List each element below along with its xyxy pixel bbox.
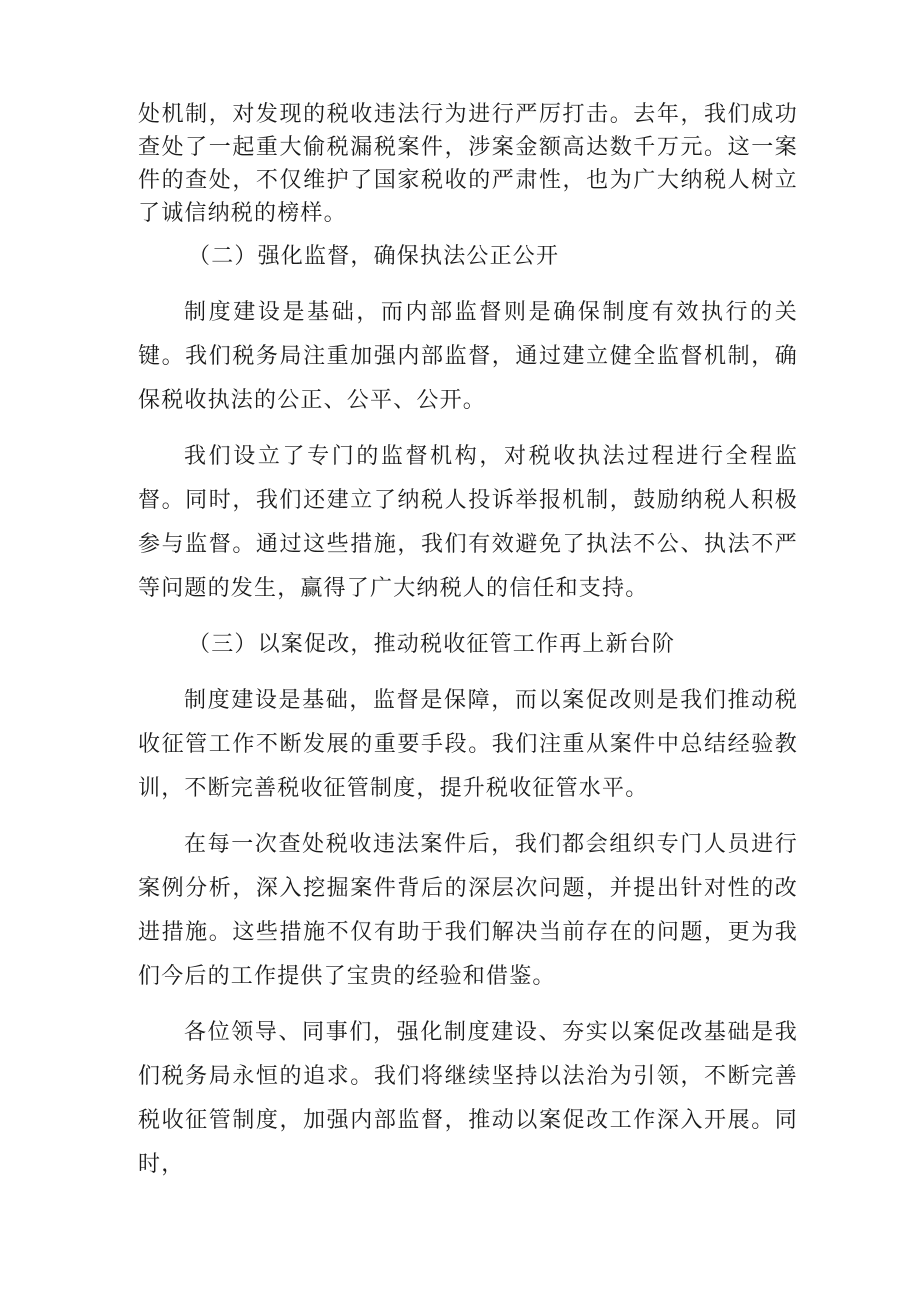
paragraph-continuation: 处机制，对发现的税收违法行为进行严厉打击。去年，我们成功查处了一起重大偷税漏税案件，涉案金额高达数千万元。这一案件的查处，不仅维护了国家税收的严肃性，也为广大纳税人树立了诚信纳税的榜样。 (138, 102, 798, 226)
paragraph-case-reform: 制度建设是基础，监督是保障，而以案促改则是我们推动税收征管工作不断发展的重要手段。我们注重从案件中总结经验教训，不断完善税收征管制度，提升税收征管水平。 (138, 688, 798, 801)
document-page (138, 98, 798, 1187)
paragraph-supervision-measures: 我们设立了专门的监督机构，对税收执法过程进行全程监督。同时，我们还建立了纳税人投诉举报机制，鼓励纳税人积极参与监督。通过这些措施，我们有效避免了执法不公、执法不严等问题的发生，赢得了广大纳税人的信任和支持。 (138, 444, 798, 601)
section-heading-2: （二）强化监督，确保执法公正公开 (188, 244, 560, 269)
paragraph-internal-supervision: 制度建设是基础，而内部监督则是确保制度有效执行的关键。我们税务局注重加强内部监督，通过建立健全监督机制，确保税收执法的公正、公平、公开。 (138, 300, 798, 413)
paragraph-case-analysis: 在每一次查处税收违法案件后，我们都会组织专门人员进行案例分析，深入挖掘案件背后的深层次问题，并提出针对性的改进措施。这些措施不仅有助于我们解决当前存在的问题，更为我们今后的工作提供了宝贵的经验和借鉴。 (138, 832, 798, 989)
section-heading-3: （三）以案促改，推动税收征管工作再上新台阶 (188, 632, 676, 657)
paragraph-closing: 各位领导、同事们，强化制度建设、夯实以案促改基础是我们税务局永恒的追求。我们将继续坚持以法治为引领，不断完善税收征管制度，加强内部监督，推动以案促改工作深入开展。同时， (138, 1020, 798, 1177)
